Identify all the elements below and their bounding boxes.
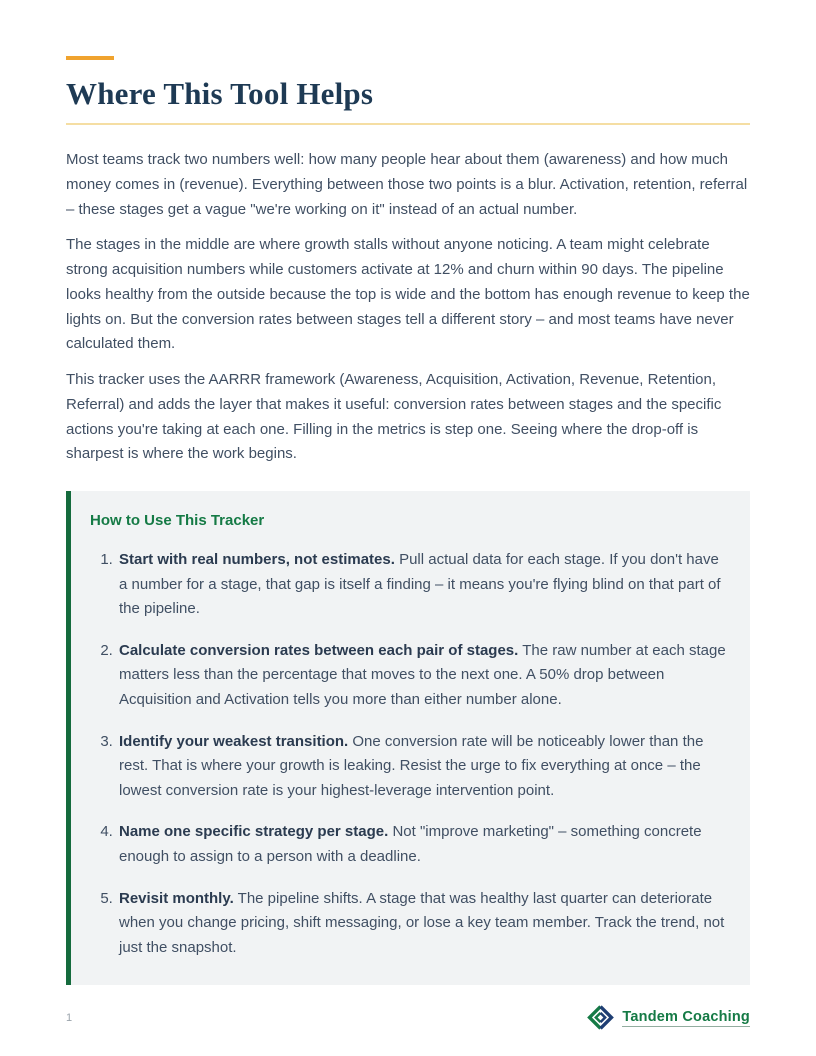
how-to-use-callout [66, 491, 750, 985]
accent-kicker-bar [66, 56, 114, 60]
list-item-body: The raw number at each stage matters less than the percentage that moves to the next one. A 50% drop between Acquisition and Activation tells you more than either number alone. [119, 641, 726, 709]
callout-numbered-list [90, 548, 728, 960]
list-item-body: Pull actual data for each stage. If you don't have a number for a stage, that gap is itself a finding – it means you're flying blind on that part of the pipeline. [119, 551, 721, 618]
list-item-body: Not "improve marketing" – something concrete enough to assign to a person with a deadline. [119, 823, 702, 866]
tandem-diamond-logo-icon [587, 1004, 614, 1031]
brand-name: Tandem Coaching [622, 1008, 750, 1025]
list-item [117, 820, 728, 869]
list-item [117, 887, 728, 961]
intro-paragraph-3: This tracker uses the AARRR framework (Awareness, Acquisition, Activation, Revenue, Retention, Referral) and adds the layer that makes it useful: conversion rates between stages and the specific actions you're taking at each one. Filling in the metrics is step one. Seeing where the drop-off is sharpest is where the work begins. [66, 371, 722, 463]
intro-section [66, 148, 750, 467]
page-title: Where This Tool Helps [66, 76, 374, 111]
brand-logo[interactable] [587, 1004, 750, 1031]
list-item-lead: Start with real numbers, not estimates. [119, 551, 395, 569]
list-item-lead: Calculate conversion rates between each pair of stages. [119, 641, 519, 659]
intro-paragraph-1: Most teams track two numbers well: how many people hear about them (awareness) and how much money comes in (revenue). Everything between those two points is a blur. Activation, retention, referral – these stages get a vague "we're working on it" instead of an actual number. [66, 151, 748, 218]
list-item-lead: Revisit monthly. [119, 889, 234, 907]
list-item-body: One conversion rate will be noticeably lower than the rest. That is where your growth is leaking. Resist the urge to fix everything at once – the lowest conversion rate is your highest-leverage intervention point. [119, 732, 704, 799]
page-number: 1 [66, 1011, 73, 1024]
list-item-lead: Identify your weakest transition. [119, 732, 349, 750]
list-item-lead: Name one specific strategy per stage. [119, 823, 389, 841]
list-item-body: The pipeline shifts. A stage that was healthy last quarter can deteriorate when you change pricing, shift messaging, or lose a key team member. Track the trend, not just the snapshot. [119, 889, 725, 956]
callout-heading: How to Use This Tracker [90, 512, 265, 530]
page-footer [66, 1004, 750, 1031]
title-underline-rule [66, 123, 750, 125]
intro-paragraph-2: The stages in the middle are where growth stalls without anyone noticing. A team might celebrate strong acquisition numbers while customers activate at 12% and churn within 90 days. The pipeline looks healthy from the outside because the top is wide and the bottom has enough revenue to keep the lights on. But the conversion rates between stages tell a different story – and most teams have never calculated them. [66, 236, 750, 353]
list-item [117, 548, 728, 622]
list-item [117, 639, 728, 713]
list-item [117, 730, 728, 804]
